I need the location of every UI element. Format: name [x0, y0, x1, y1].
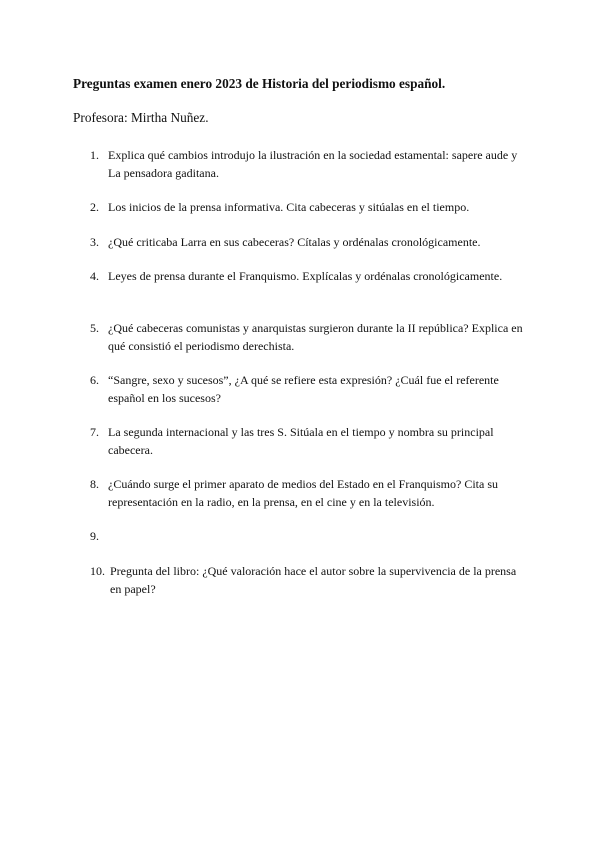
question-item [90, 476, 530, 511]
question-number: 1. [90, 148, 99, 162]
question-text: Leyes de prensa durante el Franquismo. Explícalas y ordénalas cronológicamente. [108, 269, 503, 283]
question-number: 7. [90, 425, 99, 439]
question-number: 10. [90, 564, 105, 578]
question-item [90, 372, 530, 407]
question-item [90, 320, 530, 355]
question-number: 8. [90, 477, 99, 491]
question-item [90, 424, 530, 459]
teacher-name: Profesora: Mirtha Nuñez. [73, 110, 209, 125]
question-item [90, 268, 530, 286]
question-item [90, 147, 530, 182]
question-text: ¿Qué criticaba Larra en sus cabeceras? Cítalas y ordénalas cronológicamente. [108, 235, 481, 249]
question-text: La segunda internacional y las tres S. Sitúala en el tiempo y nombra su principal cabecera. [108, 425, 494, 457]
question-number: 2. [90, 200, 99, 214]
question-text: ¿Cuándo surge el primer aparato de medios del Estado en el Franquismo? Cita su representación en la radio, en la prensa, en el cine y en la televisión. [108, 477, 499, 509]
question-number: 6. [90, 373, 99, 387]
question-number: 5. [90, 321, 99, 335]
question-text: ¿Qué cabeceras comunistas y anarquistas surgieron durante la II república? Explica en qué consistió el periodismo derechista. [108, 321, 523, 353]
question-text: Pregunta del libro: ¿Qué valoración hace el autor sobre la supervivencia de la prensa en papel? [110, 564, 517, 596]
question-item [90, 199, 530, 217]
question-number: 4. [90, 269, 99, 283]
question-item [90, 563, 530, 598]
question-number: 3. [90, 235, 99, 249]
document-title: Preguntas examen enero 2023 de Historia del periodismo español. [73, 76, 446, 91]
question-number: 9. [90, 529, 99, 543]
question-text: Explica qué cambios introdujo la ilustración en la sociedad estamental: sapere aude y La pensadora gaditana. [108, 148, 518, 180]
question-item [90, 234, 530, 252]
question-text: “Sangre, sexo y sucesos”, ¿A qué se refiere esta expresión? ¿Cuál fue el referente español en los sucesos? [108, 373, 499, 405]
question-text: Los inicios de la prensa informativa. Cita cabeceras y sitúalas en el tiempo. [108, 200, 470, 214]
